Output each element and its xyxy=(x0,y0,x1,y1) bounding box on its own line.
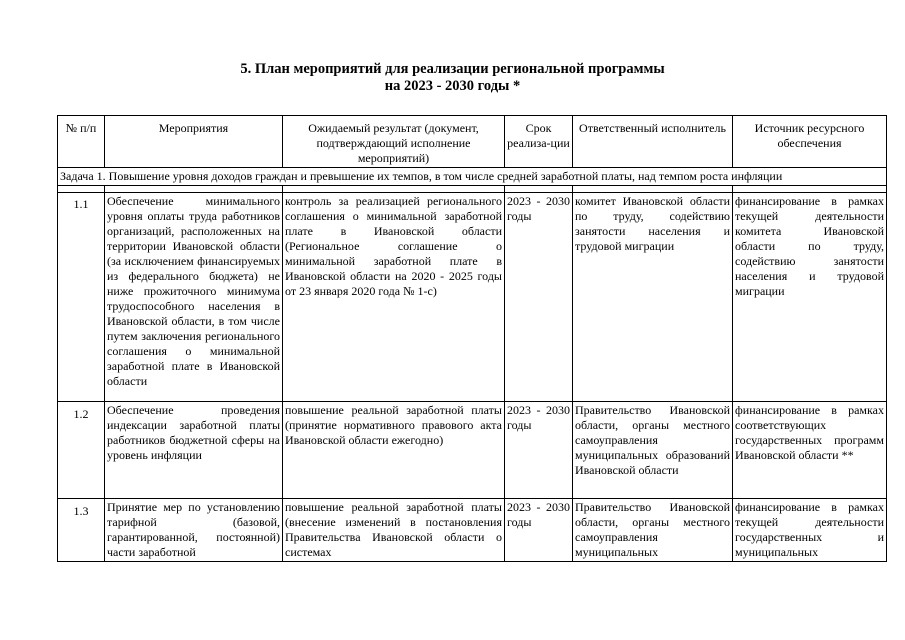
spacer-row xyxy=(58,186,887,193)
row-source: финансирование в рамках текущей деятельности государственных и муниципальных xyxy=(733,499,887,562)
row-source: финансирование в рамках соответствующих государственных программ Ивановской области ** xyxy=(733,402,887,499)
table-header-row xyxy=(58,116,887,168)
row-num: 1.1 xyxy=(58,193,105,402)
measures-plan-table xyxy=(57,115,887,562)
row-result: повышение реальной заработной платы (принятие нормативного правового акта Ивановской области ежегодно) xyxy=(283,402,505,499)
header-term: Срок реализа-ции xyxy=(505,116,573,168)
task-row xyxy=(58,168,887,186)
row-num: 1.2 xyxy=(58,402,105,499)
task-1-title: Задача 1. Повышение уровня доходов граждан и превышение их темпов, в том числе средней заработной платы, над темпом роста инфляции xyxy=(58,168,887,186)
row-term: 2023 - 2030 годы xyxy=(505,402,573,499)
header-responsible: Ответственный исполнитель xyxy=(573,116,733,168)
row-responsible: Правительство Ивановской области, органы местного самоуправления муниципальных образований Ивановской области xyxy=(573,402,733,499)
header-measures: Мероприятия xyxy=(105,116,283,168)
row-term: 2023 - 2030 годы xyxy=(505,499,573,562)
row-responsible: Правительство Ивановской области, органы местного самоуправления муниципальных xyxy=(573,499,733,562)
row-term: 2023 - 2030 годы xyxy=(505,193,573,402)
table-row xyxy=(58,193,887,402)
row-measure: Обеспечение минимального уровня оплаты труда работников организаций, расположенных на территории Ивановской области (за исключением финансируемых из федерального бюджета) не ниже прожиточного минимума трудоспособного населения в Ивановской области, в том числе путем заключения регионального соглашения о минимальной заработной плате в Ивановской области xyxy=(105,193,283,402)
row-result: повышение реальной заработной платы (внесение изменений в постановления Правительства Ивановской области о системах xyxy=(283,499,505,562)
table-row xyxy=(58,499,887,562)
row-num: 1.3 xyxy=(58,499,105,562)
row-responsible: комитет Ивановской области по труду, содействию занятости населения и трудовой миграции xyxy=(573,193,733,402)
table-row xyxy=(58,402,887,499)
row-result: контроль за реализацией регионального соглашения о минимальной заработной плате в Ивановской области (Региональное соглашение о минимальной заработной плате в Ивановской области на 2020 - 2025 годы от 23 января 2020 года № 1-с) xyxy=(283,193,505,402)
row-source: финансирование в рамках текущей деятельности комитета Ивановской области по труду, содействию занятости населения и трудовой миграции xyxy=(733,193,887,402)
row-measure: Принятие мер по установлению тарифной (базовой, гарантированной, постоянной) части заработной xyxy=(105,499,283,562)
row-measure: Обеспечение проведения индексации заработной платы работников бюджетной сферы на уровень инфляции xyxy=(105,402,283,499)
header-source: Источник ресурсного обеспечения xyxy=(733,116,887,168)
header-result: Ожидаемый результат (документ, подтверждающий исполнение мероприятий) xyxy=(283,116,505,168)
title-line-2: на 2023 - 2030 годы * xyxy=(384,78,521,94)
header-num: № п/п xyxy=(58,116,105,168)
document-title xyxy=(0,61,905,95)
title-line-1: 5. План мероприятий для реализации региональной программы xyxy=(240,61,665,77)
